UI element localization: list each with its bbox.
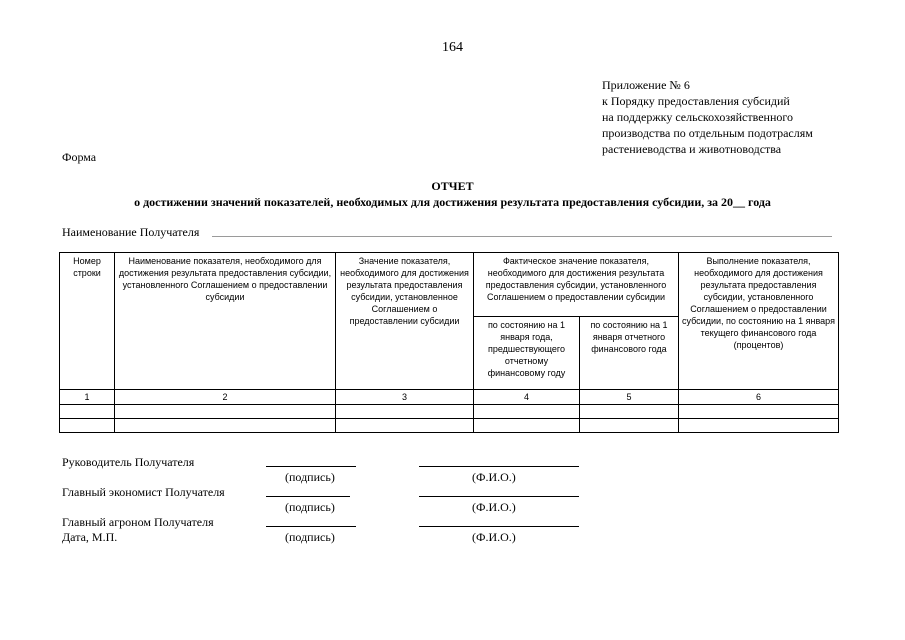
table-cell[interactable] [679,419,839,433]
column-number: 4 [474,390,580,405]
table-cell[interactable] [115,405,336,419]
economist-signature-line[interactable] [266,496,350,497]
column-number: 2 [115,390,336,405]
report-subtitle: о достижении значений показателей, необходимых для достижения результата предоставления субсидии, за 20__ года [134,195,771,209]
report-table [59,252,839,433]
form-label: Форма [62,150,97,164]
recipient-label: Наименование Получателя [62,225,200,239]
header-prior-year: по состоянию на 1 января года, предшествующего отчетному финансовому году [474,317,580,390]
table-row [60,405,839,419]
economist-name-line[interactable] [419,496,579,497]
column-number: 1 [60,390,115,405]
table-cell[interactable] [60,419,115,433]
head-label: Руководитель Получателя [62,455,195,469]
table-cell[interactable] [115,419,336,433]
table-cell[interactable] [336,419,474,433]
date-stamp-label: Дата, М.П. [62,530,118,544]
table-row [60,419,839,433]
recipient-name-field[interactable] [212,236,832,237]
appendix-line-1: Приложение № 6 [602,78,690,92]
appendix-line-3: на поддержку сельскохозяйственного [602,110,794,124]
header-indicator-name: Наименование показателя, необходимого для достижения результата предоставления субсидии, установленного Соглашением о предоставлении субсидии [115,253,336,390]
column-number: 6 [679,390,839,405]
report-title: ОТЧЕТ [431,179,474,193]
header-agreement-value: Значение показателя, необходимого для достижения результата предоставления субсидии, установленное Соглашением о предоставлении субсидии [336,253,474,390]
column-number: 5 [580,390,679,405]
column-number: 3 [336,390,474,405]
table-cell[interactable] [60,405,115,419]
head-name-caption: (Ф.И.О.) [472,470,516,484]
table-cell[interactable] [580,419,679,433]
header-fulfillment: Выполнение показателя, необходимого для достижения результата предоставления субсидии, установленного Соглашением о предоставлении субсидии, по состоянию на 1 января текущего финансового года (процентов) [679,253,839,390]
table-cell[interactable] [679,405,839,419]
page-number: 164 [442,40,463,55]
header-actual-value: Фактическое значение показателя, необходимого для достижения результата предоставления субсидии, установленного Соглашением о предоставлении субсидии [474,253,679,317]
head-signature-line[interactable] [266,466,356,467]
agronomist-label: Главный агроном Получателя [62,515,214,529]
table-header-row [60,253,839,317]
head-sign-caption: (подпись) [285,470,335,484]
agronomist-sign-caption: (подпись) [285,530,335,544]
column-number-row [60,390,839,405]
economist-sign-caption: (подпись) [285,500,335,514]
head-name-line[interactable] [419,466,579,467]
economist-name-caption: (Ф.И.О.) [472,500,516,514]
appendix-line-5: растениеводства и животноводства [602,142,782,156]
economist-label: Главный экономист Получателя [62,485,225,499]
agronomist-name-line[interactable] [419,526,579,527]
table-cell[interactable] [474,419,580,433]
appendix-note [602,77,813,157]
table-cell[interactable] [336,405,474,419]
agronomist-signature-line[interactable] [266,526,356,527]
appendix-line-4: производства по отдельным подотраслям [602,126,813,140]
table-cell[interactable] [580,405,679,419]
header-current-year: по состоянию на 1 января отчетного финансового года [580,317,679,390]
table-cell[interactable] [474,405,580,419]
header-row-number: Номер строки [60,253,115,390]
appendix-line-2: к Порядку предоставления субсидий [602,94,790,108]
agronomist-name-caption: (Ф.И.О.) [472,530,516,544]
